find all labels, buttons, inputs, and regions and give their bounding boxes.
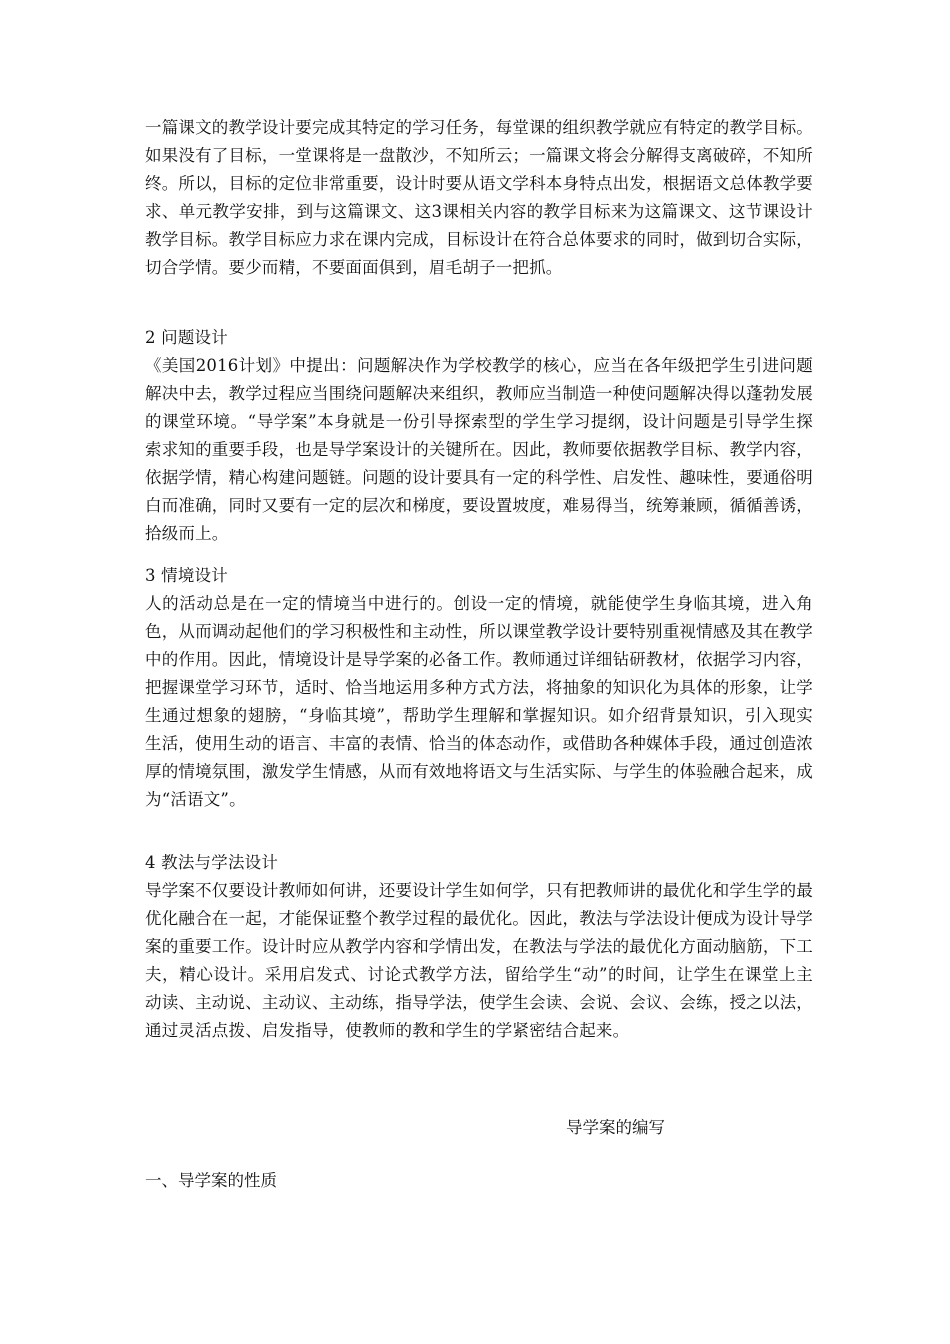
situation-design-heading: 3 情境设计 [145,566,228,585]
problem-design-paragraph: 《美国2016计划》中提出：问题解决作为学校教学的核心，应当在各年级把学生引进问题解决中去，教学过程应当围绕问题解决来组织，教师应当制造一种使问题解决得以蓬勃发展的课堂环境。“导学案”本身就是一份引导探索型的学生学习提纲，设计问题是引导学生探索求知的重要手段，也是导学案设计的关键所在。因此，教师要依据教学目标、教学内容，依据学情，精心构建问题链。问题的设计要具有一定的科学性、启发性、趣味性，要通俗明白而准确，同时又要有一定的层次和梯度，要设置坡度，难易得当，统筹兼顾，循循善诱，拾级而上。 [145,356,813,543]
teaching-method-paragraph: 导学案不仅要设计教师如何讲，还要设计学生如何学，只有把教师讲的最优化和学生学的最优化融合在一起，才能保证整个教学过程的最优化。因此，教法与学法设计便成为设计导学案的重要工作。设计时应从教学内容和学情出发，在教法与学法的最优化方面动脑筋，下工夫，精心设计。采用启发式、讨论式教学方法，留给学生“动”的时间，让学生在课堂上主动读、主动说、主动议、主动练，指导学法，使学生会读、会说、会议、会练，授之以法，通过灵活点拨、启发指导，使教师的教和学生的学紧密结合起来。 [145,881,813,1040]
situation-design-section [145,562,813,814]
chapter-title: 导学案的编写 [566,1118,665,1137]
situation-design-paragraph: 人的活动总是在一定的情境当中进行的。创设一定的情境，就能使学生身临其境，进入角色，从而调动起他们的学习积极性和主动性，所以课堂教学设计要特别重视情感及其在教学中的作用。因此，情境设计是导学案的必备工作。教师通过详细钻研教材，依据学习内容，把握课堂学习环节，适时、恰当地运用多种方式方法，将抽象的知识化为具体的形象，让学生通过想象的翅膀，“身临其境”，帮助学生理解和掌握知识。如介绍背景知识，引入现实生活，使用生动的语言、丰富的表情、恰当的体态动作，或借助各种媒体手段，通过创造浓厚的情境氛围，激发学生情感，从而有效地将语文与生活实际、与学生的体验融合起来，成为“活语文”。 [145,594,813,809]
problem-design-section [145,324,813,548]
teaching-method-heading: 4 教法与学法设计 [145,853,279,872]
teaching-method-section [145,849,813,1045]
chapter-subheading: 一、导学案的性质 [145,1171,277,1190]
intro-section [145,114,813,282]
problem-design-heading: 2 问题设计 [145,328,228,347]
intro-paragraph: 一篇课文的教学设计要完成其特定的学习任务，每堂课的组织教学就应有特定的教学目标。如果没有了目标，一堂课将是一盘散沙，不知所云；一篇课文将会分解得支离破碎，不知所终。所以，目标的定位非常重要，设计时要从语文学科本身特点出发，根据语文总体教学要求、单元教学安排，到与这篇课文、这3课相关内容的教学目标来为这篇课文、这节课设计教学目标。教学目标应力求在课内完成，目标设计在符合总体要求的同时，做到切合实际，切合学情。要少而精，不要面面俱到，眉毛胡子一把抓。 [145,118,813,277]
